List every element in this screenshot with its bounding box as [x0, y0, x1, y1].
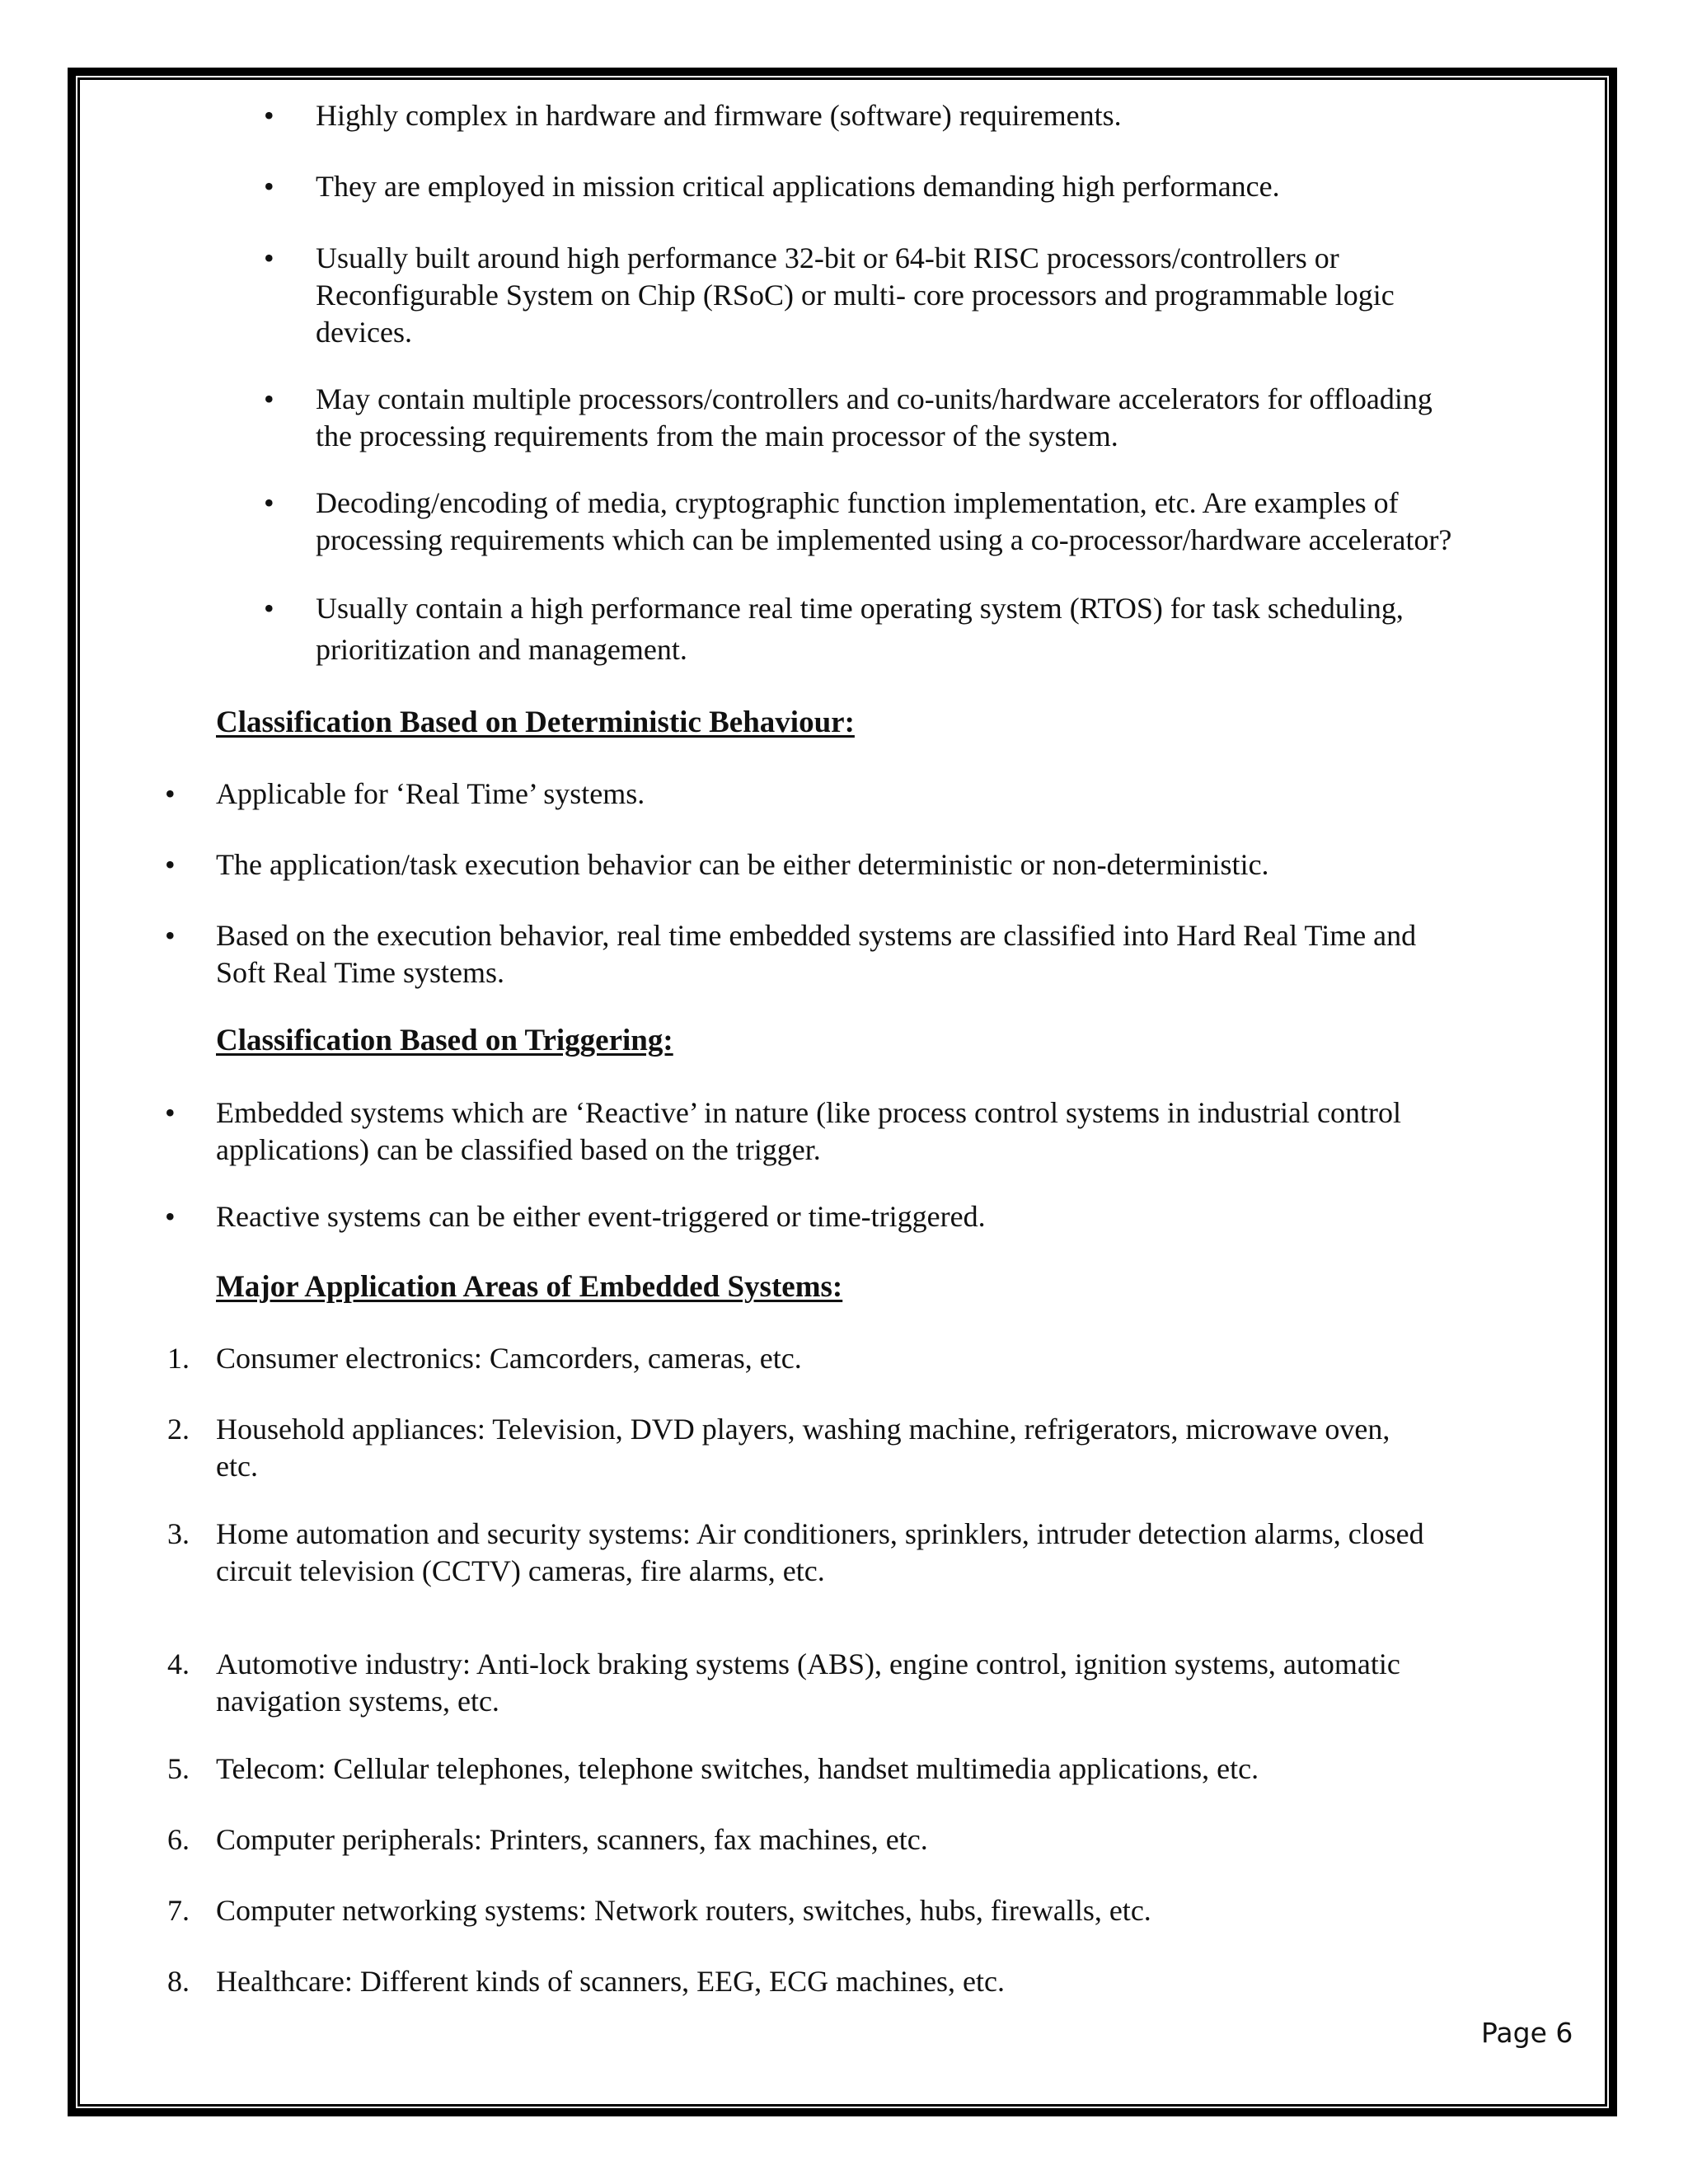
section-heading-triggering: Classification Based on Triggering: [216, 1024, 673, 1057]
bullet-glyph: • [165, 919, 176, 952]
list-item-number: 3. [167, 1517, 190, 1550]
section-heading-deterministic: Classification Based on Deterministic Behaviour: [216, 705, 855, 739]
section-heading-applications: Major Application Areas of Embedded Systems: [216, 1270, 843, 1304]
list-item-number: 5. [167, 1752, 190, 1785]
list-item-text: May contain multiple processors/controllers and co-units/hardware accelerators for offloading [316, 382, 1432, 415]
list-item-text: Healthcare: Different kinds of scanners, EEG, ECG machines, etc. [216, 1965, 1005, 1998]
list-item-number: 1. [167, 1342, 190, 1375]
bullet-glyph: • [165, 1096, 176, 1129]
bullet-glyph: • [165, 777, 176, 810]
list-item-text: Highly complex in hardware and firmware (software) requirements. [316, 99, 1122, 132]
list-item-text: devices. [316, 316, 412, 349]
list-item-text: Decoding/encoding of media, cryptographic function implementation, etc. Are examples of [316, 486, 1399, 519]
list-item-text: Usually contain a high performance real time operating system (RTOS) for task scheduling, [316, 592, 1404, 625]
list-item-text: Computer peripherals: Printers, scanners, fax machines, etc. [216, 1823, 928, 1856]
list-item-number: 7. [167, 1894, 190, 1927]
list-item-text: processing requirements which can be implemented using a co-processor/hardware accelerator? [316, 523, 1452, 556]
list-item-number: 8. [167, 1965, 190, 1998]
list-item-number: 4. [167, 1647, 190, 1680]
bullet-glyph: • [165, 1200, 176, 1233]
list-item-text: Soft Real Time systems. [216, 956, 505, 989]
list-item-text: They are employed in mission critical applications demanding high performance. [316, 170, 1280, 203]
bullet-glyph: • [264, 486, 274, 519]
bullet-glyph: • [264, 170, 274, 203]
bullet-glyph: • [264, 382, 274, 415]
list-item-text: prioritization and management. [316, 633, 687, 666]
list-item-text: etc. [216, 1450, 258, 1483]
bullet-glyph: • [264, 241, 274, 274]
list-item-text: Consumer electronics: Camcorders, cameras, etc. [216, 1342, 802, 1375]
list-item-text: Home automation and security systems: Air conditioners, sprinklers, intruder detection alarms, closed [216, 1517, 1424, 1550]
list-item-text: Reactive systems can be either event-triggered or time-triggered. [216, 1200, 986, 1233]
page-number: Page 6 [1481, 2017, 1573, 2049]
list-item-text: Telecom: Cellular telephones, telephone switches, handset multimedia applications, etc. [216, 1752, 1259, 1785]
list-item-text: Household appliances: Television, DVD players, washing machine, refrigerators, microwave oven, [216, 1413, 1390, 1446]
list-item-number: 2. [167, 1413, 190, 1446]
bullet-glyph: • [165, 848, 176, 881]
list-item-text: Usually built around high performance 32-bit or 64-bit RISC processors/controllers or [316, 241, 1339, 274]
list-item-number: 6. [167, 1823, 190, 1856]
list-item-text: applications) can be classified based on the trigger. [216, 1133, 821, 1166]
list-item-text: The application/task execution behavior can be either deterministic or non-deterministic. [216, 848, 1269, 881]
bullet-glyph: • [264, 592, 274, 625]
list-item-text: circuit television (CCTV) cameras, fire alarms, etc. [216, 1554, 825, 1587]
list-item-text: Based on the execution behavior, real time embedded systems are classified into Hard Real Time and [216, 919, 1417, 952]
bullet-glyph: • [264, 99, 274, 132]
list-item-text: Computer networking systems: Network routers, switches, hubs, firewalls, etc. [216, 1894, 1151, 1927]
list-item-text: Reconfigurable System on Chip (RSoC) or multi- core processors and programmable logic [316, 279, 1395, 312]
list-item-text: Applicable for ‘Real Time’ systems. [216, 777, 645, 810]
list-item-text: navigation systems, etc. [216, 1685, 499, 1718]
list-item-text: Automotive industry: Anti-lock braking systems (ABS), engine control, ignition systems, automatic [216, 1647, 1400, 1680]
list-item-text: the processing requirements from the main processor of the system. [316, 419, 1118, 452]
list-item-text: Embedded systems which are ‘Reactive’ in nature (like process control systems in industrial control [216, 1096, 1401, 1129]
